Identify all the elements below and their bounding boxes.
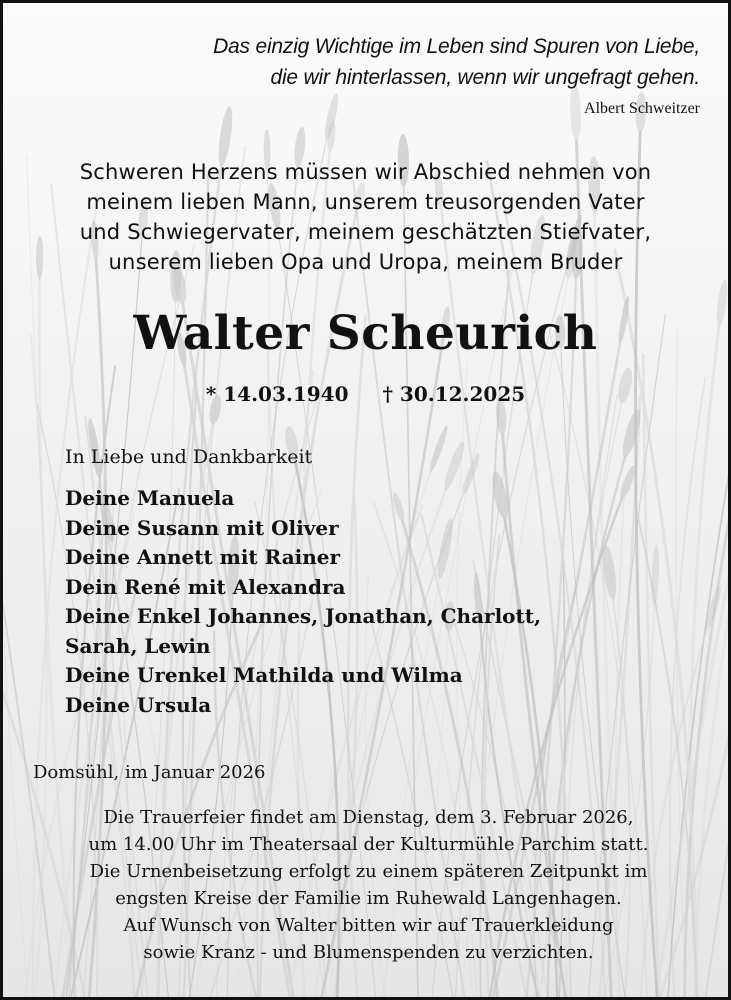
quote (213, 31, 700, 93)
place-and-date: Domsühl, im Januar 2026 (33, 762, 266, 783)
intro-line: und Schwiegervater, meinem geschätzten Stiefvater, (79, 220, 652, 244)
mourner-line: Deine Urenkel Mathilda und Wilma (65, 663, 463, 687)
ceremony-line: sowie Kranz - und Blumenspenden zu verzichten. (143, 942, 594, 963)
mourner-line: Dein René mit Alexandra (65, 574, 346, 599)
death-date: † 30.12.2025 (382, 382, 526, 406)
quote-author: Albert Schweitzer (584, 100, 700, 117)
intro-line: unserem lieben Opa und Uropa, meinem Bruder (108, 250, 623, 274)
ceremony-line: Auf Wunsch von Walter bitten wir auf Trauerkleidung (123, 915, 614, 936)
birth-date: * 14.03.1940 (205, 382, 349, 406)
intro-line: Schweren Herzens müssen wir Abschied nehmen von (79, 160, 652, 184)
deceased-name: Walter Scheurich (133, 306, 598, 361)
ceremony-info (3, 804, 731, 966)
ceremony-line: um 14.00 Uhr im Theatersaal der Kulturmühle Parchim statt. (88, 834, 649, 855)
mourner-line: Deine Enkel Johannes, Jonathan, Charlott, (65, 604, 541, 628)
mourner-line: Deine Ursula (65, 692, 212, 717)
mourners-heading: In Liebe und Dankbarkeit (65, 446, 313, 468)
mourner-line: Sarah, Lewin (65, 633, 211, 658)
mourner-line: Deine Manuela (65, 486, 235, 510)
life-dates (3, 379, 728, 409)
ceremony-line: Die Urnenbeisetzung erfolgt zu einem späteren Zeitpunkt im (89, 861, 648, 882)
mourners-list (65, 484, 541, 720)
mourner-line: Deine Susann mit Oliver (65, 515, 339, 540)
intro-text (3, 157, 728, 277)
ceremony-line: engsten Kreise der Familie im Ruhewald Langenhagen. (115, 888, 622, 909)
intro-line: meinem lieben Mann, unserem treusorgenden Vater (86, 190, 645, 214)
mourner-line: Deine Annett mit Rainer (65, 545, 341, 569)
ceremony-line: Die Trauerfeier findet am Dienstag, dem 3. Februar 2026, (103, 807, 634, 828)
quote-line: die wir hinterlassen, wenn wir ungefragt gehen. (270, 66, 700, 89)
quote-line: Das einzig Wichtige im Leben sind Spuren von Liebe, (213, 35, 700, 58)
